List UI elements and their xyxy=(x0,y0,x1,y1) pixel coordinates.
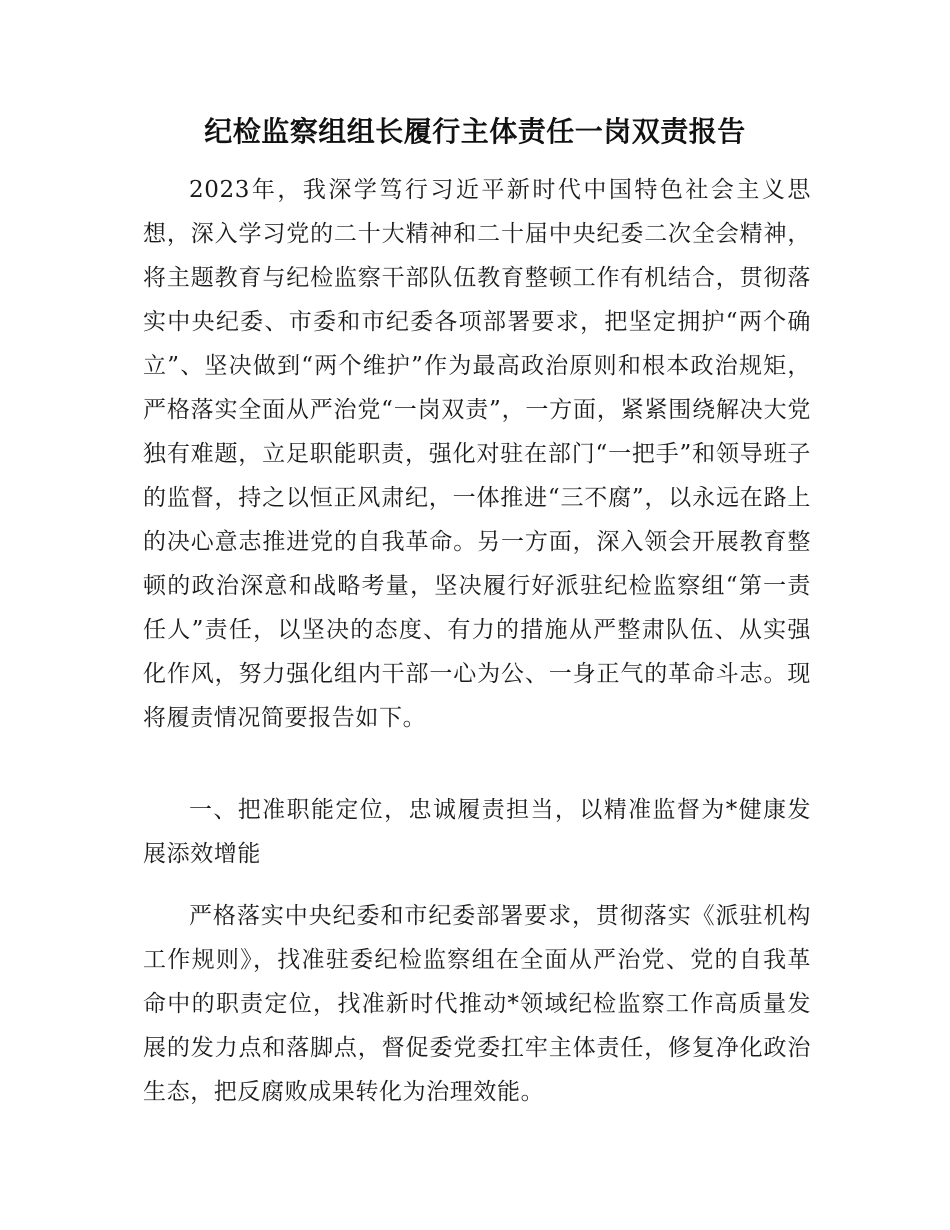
section-1-paragraph: 严格落实中央纪委和市纪委部署要求，贯彻落实《派驻机构工作规则》，找准驻委纪检监察组在全面从严治党、党的自我革命中的职责定位，找准新时代推动*领域纪检监察工作高质量发展的发力点和落脚点，督促委党委扛牢主体责任，修复净化政治生态，把反腐败成果转化为治理效能。 xyxy=(143,903,811,1105)
document-title: 纪检监察组组长履行主体责任一岗双责报告 xyxy=(204,115,746,148)
intro-paragraph: 2023年，我深学笃行习近平新时代中国特色社会主义思想，深入学习党的二十大精神和二十届中央纪委二次全会精神，将主题教育与纪检监察干部队伍教育整顿工作有机结合，贯彻落实中央纪委、市委和市纪委各项部署要求，把坚定拥护“两个确立”、坚决做到“两个维护”作为最高政治原则和根本政治规矩，严格落实全面从严治党“一岗双责”，一方面，紧紧围绕解决大党独有难题，立足职能职责，强化对驻在部门“一把手”和领导班子的监督，持之以恒正风肃纪，一体推进“三不腐”，以永远在路上的决心意志推进党的自我革命。另一方面，深入领会开展教育整顿的政治深意和战略考量，坚决履行好派驻纪检监察组“第一责任人”责任，以坚决的态度、有力的措施从严整肃队伍、从实强化作风，努力强化组内干部一心为公、一身正气的革命斗志。现将履责情况简要报告如下。 xyxy=(143,177,811,731)
section-heading-1: 一、把准职能定位，忠诚履责担当，以精准监督为*健康发展添效增能 xyxy=(143,797,811,867)
